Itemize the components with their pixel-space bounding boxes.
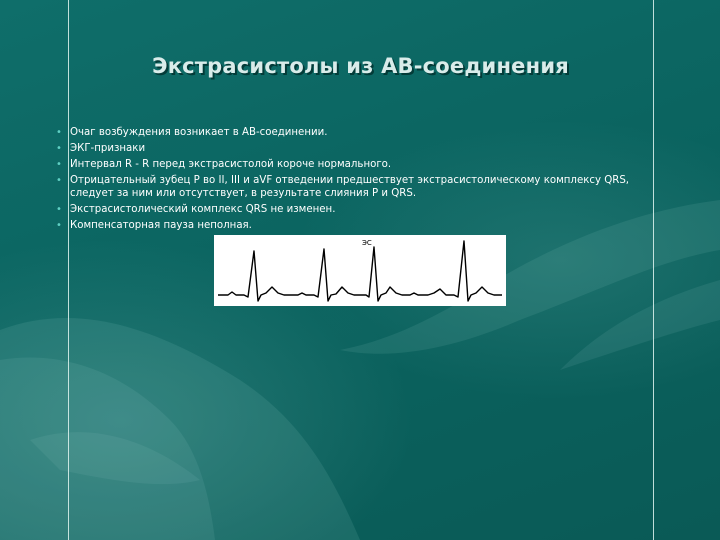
bullet-icon: • <box>56 175 62 186</box>
bullet-text: Отрицательный зубец Р во II, III и aVF отведении предшествует экстрасистолическому комплексу QRS, следует за ним или отсутствует, в результате слияния Р и QRS. <box>70 175 630 199</box>
bullet-text: Очаг возбуждения возникает в АВ-соединении. <box>70 127 328 138</box>
bullet-icon: • <box>56 127 62 138</box>
ecg-trace <box>218 241 502 301</box>
bullet-item <box>56 158 646 171</box>
ecg-strip-image <box>214 235 506 306</box>
bullet-item <box>56 142 646 155</box>
bullet-icon: • <box>56 220 62 231</box>
left-divider-line <box>68 0 69 540</box>
bullet-item <box>56 174 646 200</box>
bullet-item <box>56 219 646 232</box>
bullet-text: Экстрасистолический комплекс QRS не изменен. <box>70 204 336 215</box>
bullet-item <box>56 126 646 139</box>
bullet-text: ЭКГ-признаки <box>70 143 146 154</box>
bullet-item <box>56 203 646 216</box>
ecg-marker-label: ЭС <box>362 239 372 247</box>
slide-title: Экстрасистолы из АВ-соединения <box>152 54 569 78</box>
bullet-icon: • <box>56 204 62 215</box>
bullet-list <box>56 126 646 235</box>
bullet-text: Интервал R - R перед экстрасистолой короче нормального. <box>70 159 392 170</box>
bullet-icon: • <box>56 143 62 154</box>
right-divider-line <box>653 0 654 540</box>
bullet-text: Компенсаторная пауза неполная. <box>70 220 252 231</box>
bullet-icon: • <box>56 159 62 170</box>
